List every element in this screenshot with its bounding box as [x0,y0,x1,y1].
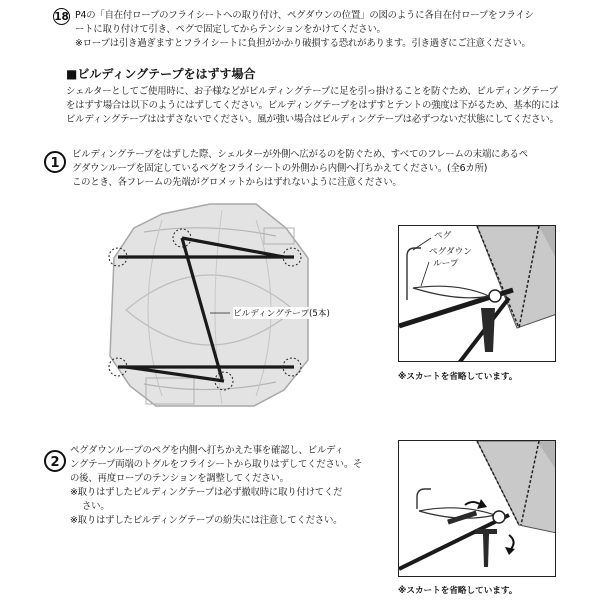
step-18-line-1: P4の「自在付ロープのフライシートへの取り付け、ペグダウンの位置」の図のように各自在付ロープをフライシ [75,10,534,21]
step-2-line-3: の後、再度ロープのテンションを調整してください。 [70,473,289,484]
step-1-line-1: ビルディングテープをはずした際、シェルターが外側へ広がるのを防ぐため、すべてのフレームの末端にあるペ [72,149,528,160]
step-2-line-2: ングテープ両端のトグルをフライシートから取りはずしてください。そ [70,459,363,470]
tent-top-view-diagram [104,200,312,412]
section-intro-line-3: ビルディングテープははずさないでください。風が強い場合はビルディングテープは必ずつないだ状態にしてください。 [66,114,559,125]
detail-caption-1: ※スカートを省略しています。 [398,372,518,382]
step-1-number: 1 [44,151,66,173]
step-1-line-2: グダウンループを固定しているペグをフライシートの外側から内側へ打ちかえてください。(全6カ所) [72,163,488,174]
section-intro-line-2: をはずす場合は以下のようにはずしてください。ビルディングテープをはずすとテントの強度は下がるため、基本的には [66,100,560,111]
detail-caption-2: ※スカートを省略しています。 [398,586,518,596]
step-18-note: ※ロープは引き過ぎますとフライシートに負担がかかり破損する恐れがあります。引き過ぎにご注意ください。 [75,38,531,49]
step-18-number: 18 [53,8,70,25]
building-tape-label: ビルディングテープ(5本) [233,309,330,319]
step-18-line-2: ートに取り付けて引き、ペグで固定してからテンションをかけてください。 [75,24,386,35]
peg-detail-illustration-1 [398,225,556,362]
tent-outline [110,204,308,406]
peg-loop-label-1: ペグダウン [429,247,472,257]
section-title: ■ビルディングテープをはずす場合 [66,67,256,81]
step-2-note-2: ※取りはずしたビルディングテープの紛失には注意してください。 [70,515,343,526]
step-2-line-1: ペグダウンループのペグを内側へ打ちかえた事を確認し、ビルディ [70,445,344,456]
step-2-note-1-cont: さい。 [82,501,110,512]
peg-loop-label-2: ループ [433,259,459,269]
peg-detail-illustration-2 [398,440,556,577]
step-1-line-3: このとき、各フレームの先端がグロメットからはずれないように注意ください。 [72,177,402,188]
section-intro-line-1: シェルターとしてご使用時に、お子様などがビルディングテープに足を引っ掛けることを防ぐため、ビルディングテープ [66,86,558,97]
peg-label: ペグ [434,231,452,241]
step-2-note-1: ※取りはずしたビルディングテープは必ず撤収時に取り付けてくだ [70,487,343,498]
step-2-number: 2 [44,450,66,472]
